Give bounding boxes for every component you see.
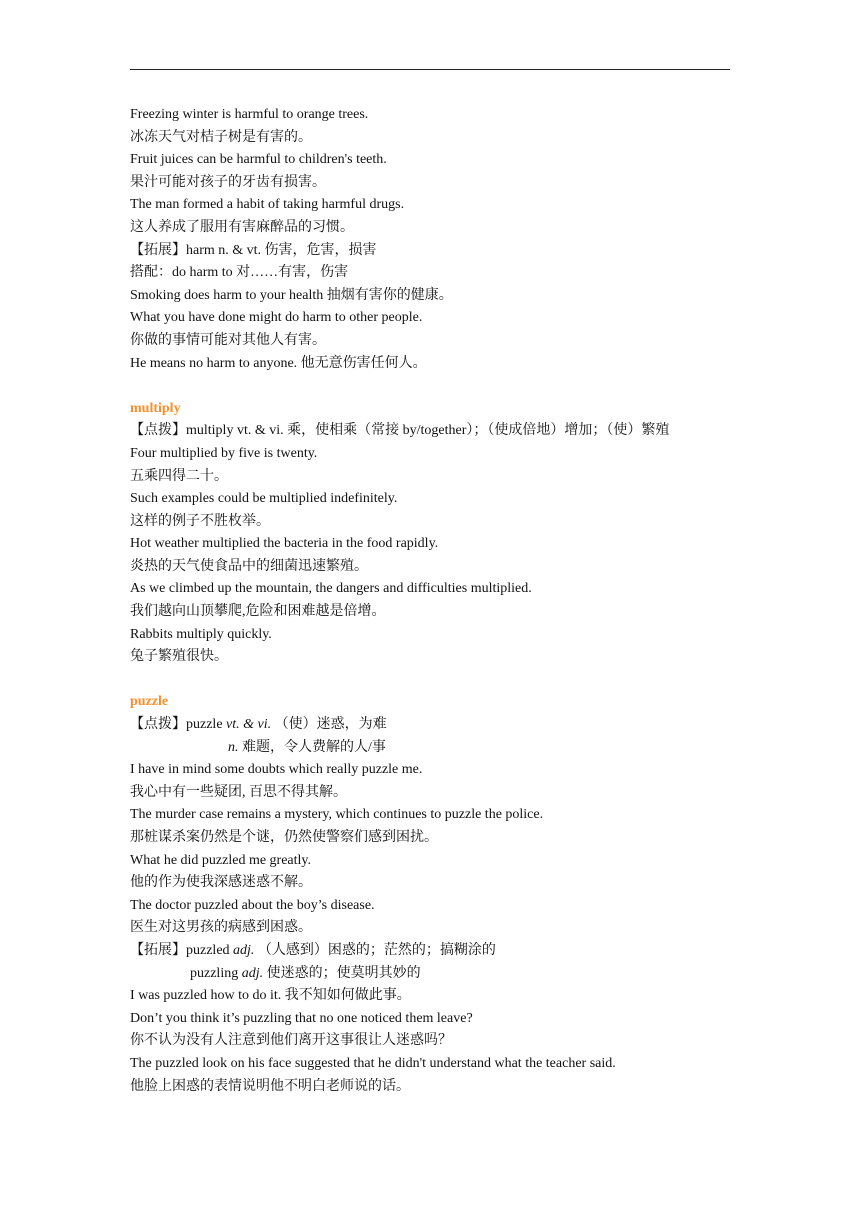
example-line: I was puzzled how to do it. 我不知如何做此事。	[130, 988, 411, 1004]
tip-line	[130, 420, 740, 443]
example-line: 我们越向山顶攀爬,危险和困难越是倍增。	[130, 604, 386, 620]
ext2-pos: adj.	[241, 965, 264, 981]
example-line: Freezing winter is harmful to orange trees.	[130, 107, 369, 122]
ext2-meaning: 使迷惑的；使莫明其妙的	[263, 965, 421, 981]
section-gap	[130, 669, 740, 692]
example-line: 冰冻天气对桔子树是有害的。	[130, 129, 312, 145]
example-line: As we climbed up the mountain, the dangers and difficulties multiplied.	[130, 581, 532, 597]
collocation-line: 搭配：do harm to 对……有害，伤害	[130, 265, 349, 281]
tip-label: 【点拨】	[130, 423, 186, 439]
example-line: Fruit juices can be harmful to children's teeth.	[130, 152, 387, 168]
example-line: He means no harm to anyone. 他无意伤害任何人。	[130, 355, 427, 371]
header-rule	[130, 69, 730, 70]
example-line: The puzzled look on his face suggested that he didn't understand what the teacher said.	[130, 1055, 616, 1071]
extension-line	[130, 940, 740, 963]
example-line: 这样的例子不胜枚举。	[130, 513, 270, 529]
example-line: 这人养成了服用有害麻醉品的习惯。	[130, 219, 354, 235]
word-heading-puzzle: puzzle	[130, 694, 169, 710]
extension-line-2	[130, 963, 740, 986]
example-line: What you have done might do harm to other people.	[130, 310, 423, 326]
example-line: Smoking does harm to your health 抽烟有害你的健康。	[130, 287, 453, 303]
noun-sense-line	[130, 737, 740, 760]
extension-label: 【拓展】	[130, 942, 186, 958]
example-line: What he did puzzled me greatly.	[130, 852, 312, 868]
example-line: 炎热的天气使食品中的细菌迅速繁殖。	[130, 558, 368, 574]
example-line: The man formed a habit of taking harmful drugs.	[130, 197, 405, 213]
example-line: 果汁可能对孩子的牙齿有损害。	[130, 174, 326, 190]
example-line: Don’t you think it’s puzzling that no one noticed them leave?	[130, 1010, 473, 1026]
tip-meaning: （使）迷惑，为难	[271, 717, 387, 733]
tip-pos: vt. & vi.	[226, 717, 272, 733]
tip-label: 【点拨】	[130, 717, 186, 733]
example-line: 五乘四得二十。	[130, 468, 228, 484]
ext1-meaning: （人感到）困惑的；茫然的；搞糊涂的	[254, 942, 496, 958]
example-line: The murder case remains a mystery, which continues to puzzle the police.	[130, 807, 544, 823]
ext2-word: puzzling	[190, 965, 242, 981]
tip-word: puzzle	[186, 717, 227, 733]
example-line: Rabbits multiply quickly.	[130, 626, 272, 642]
example-line: 我心中有一些疑团, 百思不得其解。	[130, 784, 347, 800]
extension-label: 【拓展】	[130, 242, 186, 258]
ext1-pos: adj.	[233, 942, 255, 958]
document-body	[130, 104, 740, 1098]
example-line: I have in mind some doubts which really puzzle me.	[130, 762, 423, 778]
tip-text: multiply vt. & vi. 乘，使相乘（常接 by/together）；（使成倍地）增加；（使）繁殖	[186, 423, 670, 439]
extension-line	[130, 240, 740, 263]
word-heading-multiply: multiply	[130, 400, 181, 416]
example-line: 医生对这男孩的病感到困惑。	[130, 920, 312, 936]
example-line: Four multiplied by five is twenty.	[130, 445, 318, 461]
example-line: 他脸上困惑的表情说明他不明白老师说的话。	[130, 1078, 410, 1094]
noun-pos: n.	[228, 739, 239, 755]
example-line: Hot weather multiplied the bacteria in the food rapidly.	[130, 536, 439, 552]
section-gap	[130, 375, 740, 398]
example-line: The doctor puzzled about the boy’s disease.	[130, 897, 375, 913]
example-line: 你不认为没有人注意到他们离开这事很让人迷惑吗？	[130, 1033, 452, 1049]
example-line: 他的作为使我深感迷惑不解。	[130, 875, 312, 891]
tip-line	[130, 714, 740, 737]
ext1-word: puzzled	[186, 942, 234, 958]
example-line: Such examples could be multiplied indefinitely.	[130, 491, 398, 507]
example-line: 你做的事情可能对其他人有害。	[130, 332, 326, 348]
example-line: 兔子繁殖很快。	[130, 649, 228, 665]
extension-text: harm n. & vt. 伤害，危害，损害	[186, 242, 377, 258]
noun-meaning: 难题，令人费解的人/事	[238, 739, 386, 755]
example-line: 那桩谋杀案仍然是个谜，仍然使警察们感到困扰。	[130, 830, 438, 845]
